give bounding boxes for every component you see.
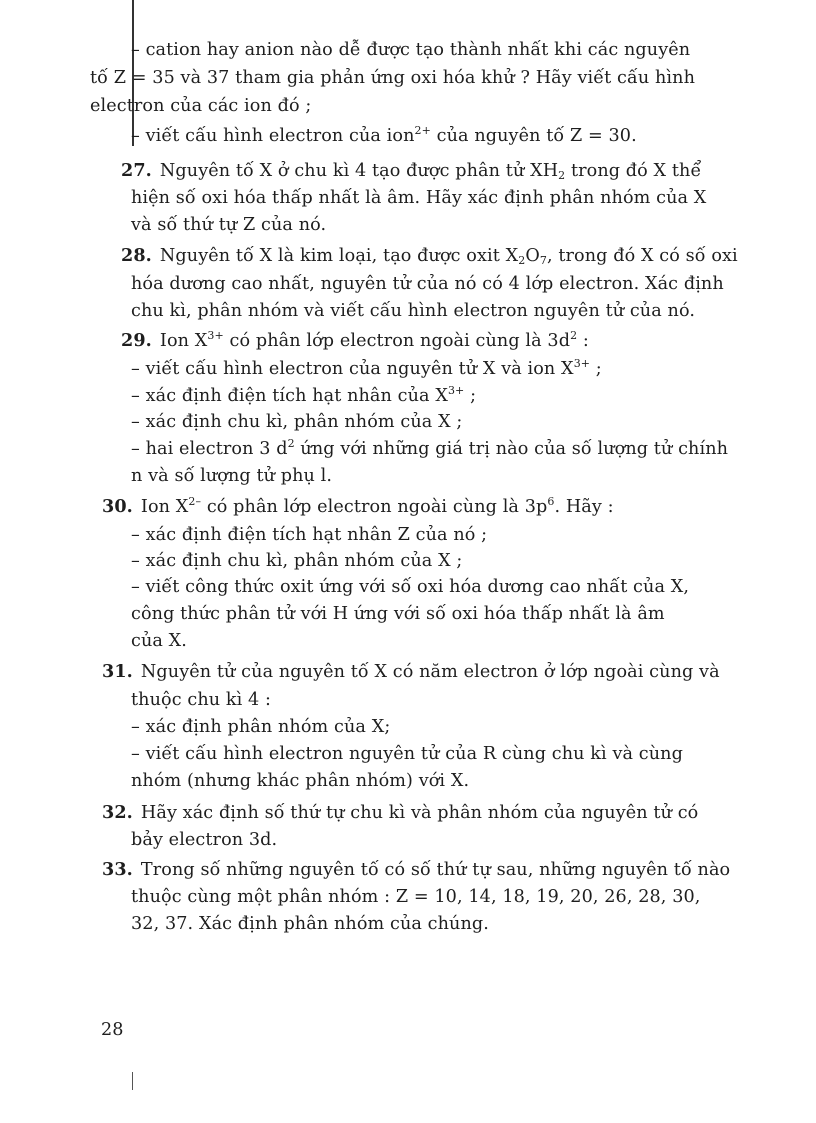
text-line: công thức phân tử với H ứng với số oxi hóa thấp nhất là âm (131, 604, 665, 624)
text-run: – viết cấu hình electron của nguyên tử X và ion X (131, 359, 574, 379)
text-run: Ion X (140, 497, 189, 517)
text-run: có phân lớp electron ngoài cùng là 3p (201, 497, 548, 517)
text-run: Hãy xác định số thứ tự chu kì và phân nhóm của nguyên tử có (140, 803, 699, 823)
text-run: trong đó X thể (565, 161, 702, 181)
text-line: của X. (131, 631, 187, 651)
question-number: 27. (121, 160, 152, 181)
text-line: nhóm (nhưng khác phân nhóm) với X. (131, 771, 470, 791)
text-run: , trong đó X có số oxi (546, 246, 738, 266)
text-run: O (525, 246, 540, 266)
text-line: – xác định phân nhóm của X; (131, 717, 391, 737)
text-run: – hai electron 3 d (131, 439, 288, 459)
question-number: 31. (102, 661, 133, 682)
question-27 (121, 157, 701, 185)
text-line: – xác định chu kì, phân nhóm của X ; (131, 412, 463, 432)
question-number: 33. (102, 859, 133, 880)
text-run: : (577, 331, 589, 351)
superscript: 3+ (207, 329, 224, 342)
text-line: – xác định chu kì, phân nhóm của X ; (131, 551, 463, 571)
superscript: 2 (287, 437, 295, 450)
text-run: – xác định điện tích hạt nhân của X (131, 386, 448, 406)
page-number: 28 (101, 1020, 124, 1040)
text-run: ; (464, 386, 477, 406)
question-30 (102, 493, 614, 521)
question-number: 28. (121, 245, 152, 266)
text-line: thuộc cùng một phân nhóm : Z = 10, 14, 18, 19, 20, 26, 28, 30, (131, 887, 701, 907)
text-run: Trong số những nguyên tố có số thứ tự sau, những nguyên tố nào (140, 860, 731, 880)
text-line: n và số lượng tử phụ l. (131, 466, 333, 486)
text-run: – viết cấu hình electron của ion (131, 126, 415, 146)
text-run: . Hãy : (554, 497, 614, 517)
superscript: 2– (188, 495, 202, 508)
superscript: 3+ (573, 357, 591, 370)
text-run: có phân lớp electron ngoài cùng là 3d (223, 331, 571, 351)
text-run: Ion X (159, 331, 208, 351)
text-line: chu kì, phân nhóm và viết cấu hình electron nguyên tử của nó. (131, 301, 696, 321)
text-line (131, 435, 728, 463)
text-line: hóa dương cao nhất, nguyên tử của nó có 4 lớp electron. Xác định (131, 274, 724, 294)
subscript: 7 (539, 254, 547, 267)
subscript: 2 (558, 169, 566, 182)
text-line: – xác định điện tích hạt nhân Z của nó ; (131, 525, 488, 545)
text-run: Nguyên tố X ở chu kì 4 tạo được phân tử XH (159, 161, 559, 181)
superscript: 2 (570, 329, 578, 342)
question-number: 30. (102, 496, 133, 517)
question-33 (102, 856, 730, 884)
text-line: và số thứ tự Z của nó. (131, 215, 327, 235)
text-line (131, 382, 476, 410)
question-number: 29. (121, 330, 152, 351)
text-line: – viết cấu hình electron nguyên tử của R cùng chu kì và cùng (131, 744, 683, 764)
text-line: tố Z = 35 và 37 tham gia phản ứng oxi hóa khử ? Hãy viết cấu hình (90, 68, 695, 88)
text-line: hiện số oxi hóa thấp nhất là âm. Hãy xác định phân nhóm của X (131, 188, 707, 208)
subscript: 2 (518, 254, 526, 267)
superscript: 2+ (414, 124, 431, 137)
text-line: – cation hay anion nào dễ được tạo thành nhất khi các nguyên (131, 40, 691, 60)
superscript: 6 (547, 495, 555, 508)
question-28 (121, 242, 738, 270)
text-line: – viết công thức oxit ứng với số oxi hóa dương cao nhất của X, (131, 577, 690, 597)
text-run: ; (590, 359, 602, 379)
text-run: của nguyên tố Z = 30. (430, 126, 637, 146)
text-line (131, 355, 602, 383)
margin-mark (132, 1072, 133, 1090)
superscript: 3+ (447, 384, 465, 397)
text-line: bảy electron 3d. (131, 830, 278, 850)
text-line (131, 122, 637, 150)
question-32 (102, 799, 698, 827)
text-line: thuộc chu kì 4 : (131, 690, 272, 710)
text-run: Nguyên tố X là kim loại, tạo được oxit X (159, 246, 519, 266)
text-line: 32, 37. Xác định phân nhóm của chúng. (131, 914, 489, 934)
text-run: ứng với những giá trị nào của số lượng tử chính (294, 439, 729, 459)
text-line: electron của các ion đó ; (90, 96, 312, 116)
question-number: 32. (102, 802, 133, 823)
question-29 (121, 327, 589, 355)
question-31 (102, 658, 720, 686)
text-run: Nguyên tử của nguyên tố X có năm electron ở lớp ngoài cùng và (140, 662, 720, 682)
